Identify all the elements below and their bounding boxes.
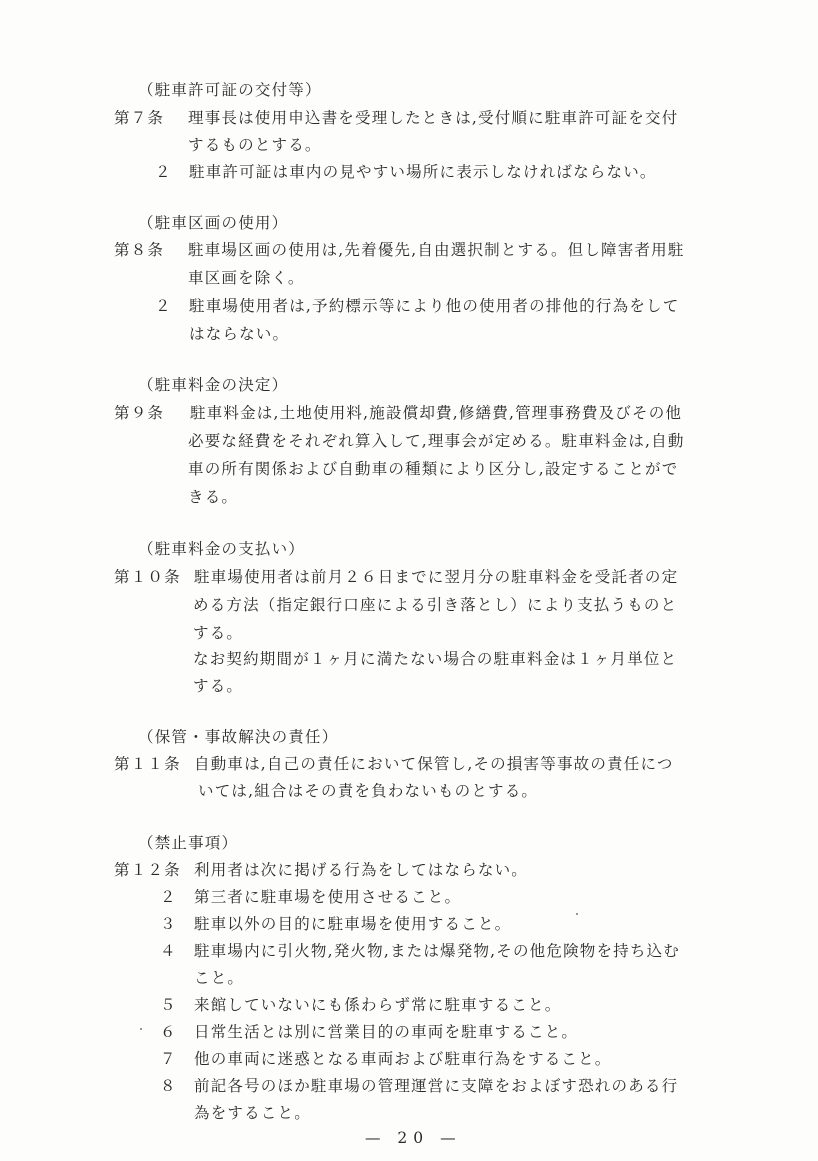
- article-10-number: 第１０条: [114, 568, 181, 586]
- article-10-line-2: める方法（指定銀行口座による引き落とし）により支払うものと: [193, 596, 678, 614]
- article-8-sub-2: ２ 駐車場使用者は,予約標示等により他の使用者の排他的行為をして: [155, 297, 680, 315]
- scan-speck: [140, 1028, 142, 1030]
- article-12-heading: （禁止事項）: [138, 834, 239, 852]
- scan-speck: [576, 913, 578, 915]
- article-7-number: 第７条: [114, 109, 165, 127]
- page-number: — 20 —: [365, 1129, 462, 1147]
- article-12-line-1: 第１２条 利用者は次に掲げる行為をしてはならない。: [114, 861, 529, 879]
- article-8-line-2: 車区画を除く。: [188, 269, 305, 287]
- article-10-line-1: 第１０条 駐車場使用者は前月２６日までに翌月分の駐車料金を受託者の定: [114, 568, 679, 586]
- article-9-heading: （駐車料金の決定）: [138, 376, 289, 394]
- article-10-line-5: する。: [193, 677, 244, 695]
- article-7-line-1: 第７条 理事長は使用申込書を受理したときは,受付順に駐車許可証を交付: [114, 109, 679, 127]
- article-11-number: 第１１条: [114, 755, 181, 773]
- article-9-line-1: 第９条 駐車料金は,土地使用料,施設償却費,修繕費,管理事務費及びその他: [114, 404, 683, 422]
- article-7-line-2: するものとする。: [188, 136, 322, 154]
- article-7-sub-2: ２ 駐車許可証は車内の見やすい場所に表示しなければならない。: [155, 163, 657, 181]
- article-12-item-6: ６ 日常生活とは別に営業目的の車両を駐車すること。: [160, 1023, 579, 1041]
- article-8-heading: （駐車区画の使用）: [138, 214, 289, 232]
- article-10-heading: （駐車料金の支払い）: [138, 540, 306, 558]
- article-12-item-8: ８ 前記各号のほか駐車場の管理運営に支障をおよぼす恐れのある行: [160, 1077, 679, 1095]
- article-11-heading: （保管・事故解決の責任）: [138, 728, 339, 746]
- article-12-item-4: ４ 駐車場内に引火物,発火物,または爆発物,その他危険物を持ち込む: [160, 942, 680, 960]
- article-12-item-7: ７ 他の車両に迷惑となる車両および駐車行為をすること。: [160, 1050, 612, 1068]
- article-12-item-3: ３ 駐車以外の目的に駐車場を使用すること。: [160, 915, 512, 933]
- article-8-line-1: 第８条 駐車場区画の使用は,先着優先,自由選択制とする。但し障害者用駐: [114, 241, 685, 259]
- article-8-sub-2-line-2: はならない。: [189, 325, 290, 343]
- article-9-number: 第９条: [114, 404, 165, 422]
- article-10-line-4: なお契約期間が１ヶ月に満たない場合の駐車料金は１ヶ月単位と: [193, 650, 678, 668]
- article-12-item-8-line-2: 為をすること。: [194, 1104, 311, 1122]
- article-12-item-2: ２ 第三者に駐車場を使用させること。: [160, 888, 462, 906]
- article-12-item-4-line-2: こと。: [194, 969, 245, 987]
- article-9-line-3: 車の所有関係および自動車の種類により区分し,設定することがで: [188, 460, 679, 478]
- article-12-number: 第１２条: [114, 861, 181, 879]
- article-11-line-2: いては,組合はその責を負わないものとする。: [198, 782, 539, 800]
- article-11-line-1: 第１１条 自動車は,自己の責任において保管し,その損害等事故の責任につ: [114, 755, 674, 773]
- article-7-heading: （駐車許可証の交付等）: [138, 81, 322, 99]
- article-9-line-4: きる。: [188, 488, 239, 506]
- article-8-number: 第８条: [114, 241, 165, 259]
- article-12-item-5: ５ 来館していないにも係わらず常に駐車すること。: [160, 996, 562, 1014]
- article-9-line-2: 必要な経費をそれぞれ算入して,理事会が定める。駐車料金は,自動: [188, 432, 685, 450]
- article-10-line-3: する。: [193, 624, 244, 642]
